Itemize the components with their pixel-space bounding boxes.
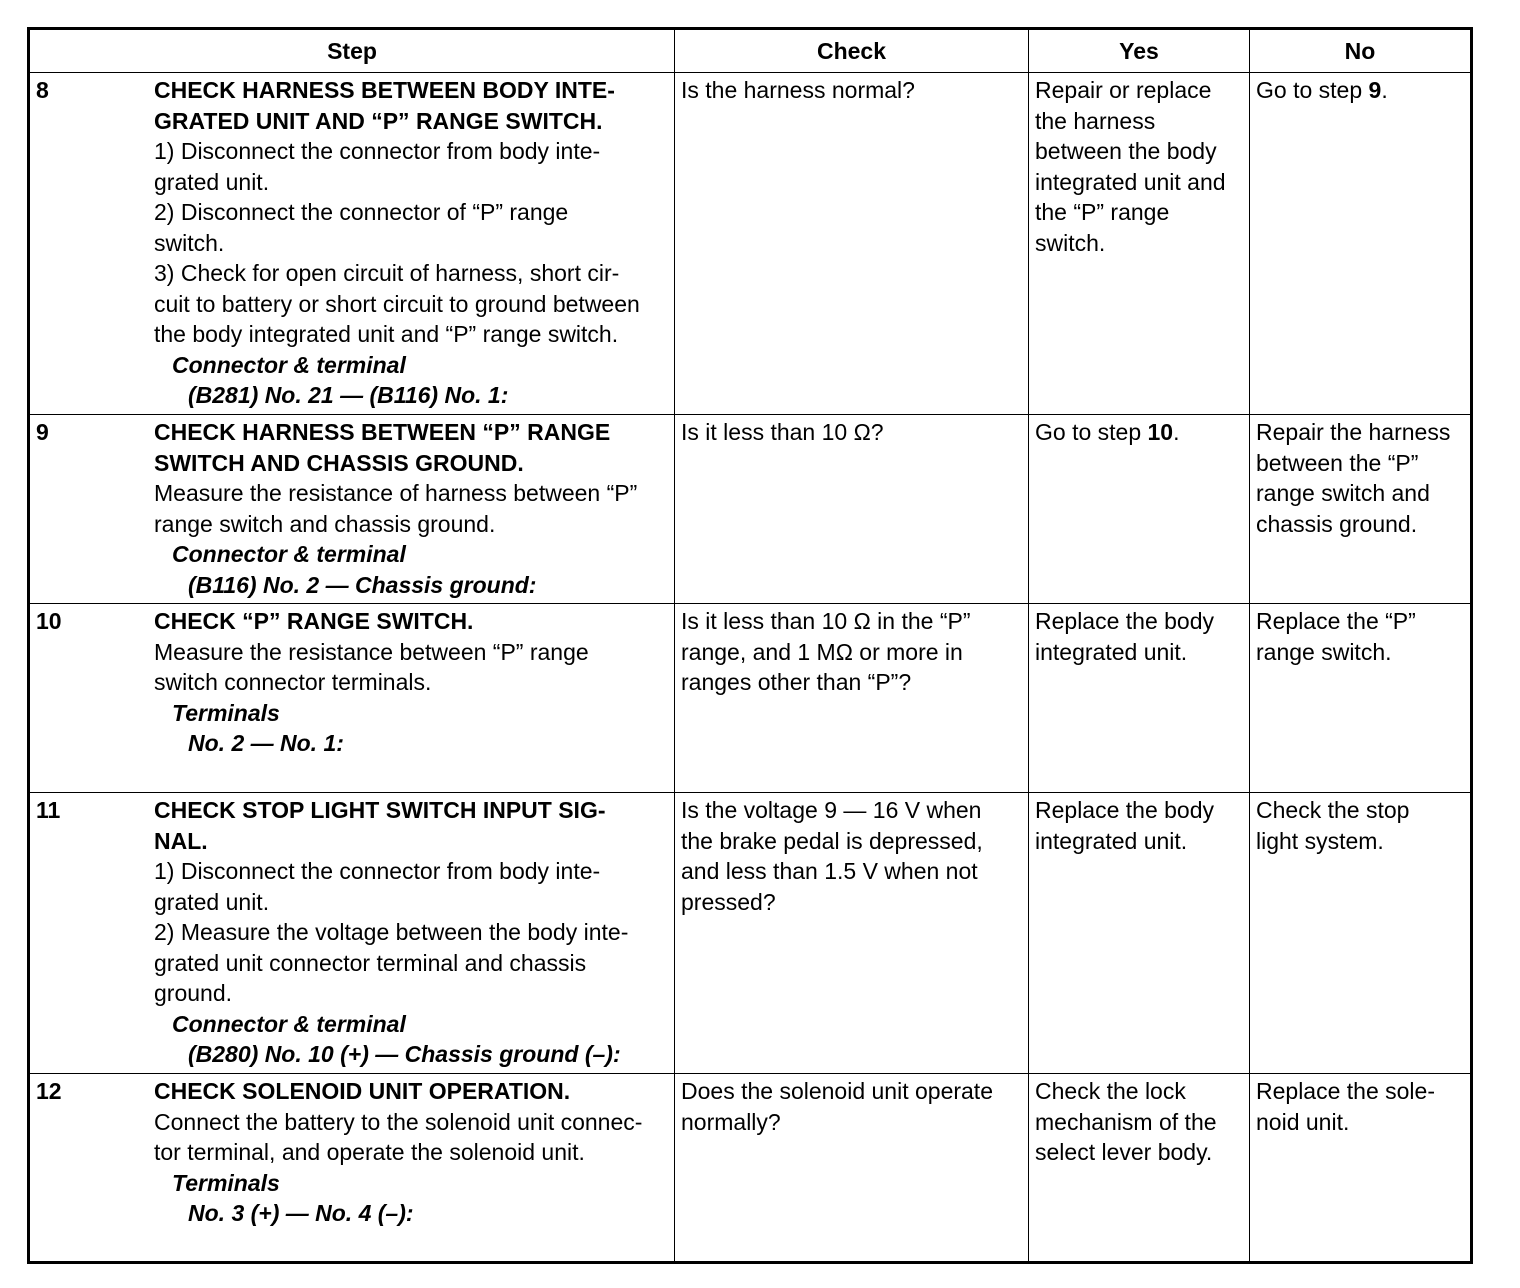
- check-text: Is the harness normal?: [681, 77, 915, 103]
- yes-cell: [1029, 73, 1250, 415]
- step-text: 3) Check for open circuit of harness, short cir-: [154, 260, 620, 286]
- step-text: 1) Disconnect the connector from body inte-: [154, 858, 601, 884]
- step-number: 9: [36, 419, 49, 445]
- check-text: and less than 1.5 V when not: [681, 858, 978, 884]
- no-text: Check the stop: [1256, 797, 1410, 823]
- step-text: the body integrated unit and “P” range switch.: [154, 321, 619, 347]
- yes-text: Replace the body: [1035, 608, 1215, 634]
- table-row: [29, 604, 1472, 793]
- check-text: Is it less than 10 Ω?: [681, 419, 884, 445]
- check-cell: [675, 793, 1029, 1074]
- check-text: Does the solenoid unit operate: [681, 1078, 993, 1104]
- step-number: 10: [36, 608, 62, 634]
- step-title: CHECK HARNESS BETWEEN BODY INTE-: [154, 77, 615, 103]
- terminals-label: Terminals: [172, 1169, 280, 1196]
- header-check: Check: [675, 29, 1029, 73]
- no-text: range switch.: [1256, 638, 1392, 665]
- step-cell: [29, 604, 675, 793]
- yes-text-suffix: .: [1173, 419, 1180, 445]
- no-text: light system.: [1256, 827, 1384, 854]
- no-text: range switch and: [1256, 480, 1430, 506]
- check-cell: [675, 73, 1029, 415]
- step-text: range switch and chassis ground.: [154, 510, 496, 537]
- table-row: [29, 73, 1472, 415]
- no-text-prefix: Go to step: [1256, 77, 1369, 103]
- table-row: [29, 1074, 1472, 1263]
- step-title: CHECK STOP LIGHT SWITCH INPUT SIG-: [154, 797, 606, 823]
- connector-value: (B116) No. 2 — Chassis ground:: [188, 571, 537, 598]
- table-row: [29, 415, 1472, 604]
- yes-text: switch.: [1035, 229, 1106, 256]
- yes-text: Replace the body: [1035, 797, 1215, 823]
- no-cell: [1250, 604, 1472, 793]
- check-cell: [675, 1074, 1029, 1263]
- check-text: Is it less than 10 Ω in the “P”: [681, 608, 971, 634]
- no-cell: [1250, 415, 1472, 604]
- yes-cell: [1029, 793, 1250, 1074]
- no-text-suffix: .: [1381, 77, 1388, 103]
- yes-cell: [1029, 415, 1250, 604]
- check-cell: [675, 604, 1029, 793]
- step-cell: [29, 1074, 675, 1263]
- step-text: Connect the battery to the solenoid unit connec-: [154, 1108, 643, 1135]
- step-reference: 10: [1147, 419, 1174, 445]
- step-text: cuit to battery or short circuit to ground between: [154, 290, 640, 317]
- check-text: pressed?: [681, 888, 776, 915]
- check-text: the brake pedal is depressed,: [681, 827, 983, 854]
- step-text: switch connector terminals.: [154, 669, 432, 695]
- step-title: SWITCH AND CHASSIS GROUND.: [154, 449, 524, 476]
- step-number: 8: [36, 77, 49, 103]
- yes-text: the “P” range: [1035, 199, 1170, 225]
- yes-text-prefix: Go to step: [1035, 419, 1148, 445]
- step-cell: [29, 415, 675, 604]
- no-cell: [1250, 1074, 1472, 1263]
- terminals-value: No. 2 — No. 1:: [188, 730, 344, 756]
- diagnostic-table: [27, 27, 1473, 1264]
- header-no: No: [1250, 29, 1472, 73]
- connector-label: Connector & terminal: [172, 541, 406, 567]
- no-text: [1250, 73, 1470, 106]
- yes-text: the harness: [1035, 107, 1156, 134]
- yes-text: Check the lock: [1035, 1078, 1186, 1104]
- yes-text: integrated unit.: [1035, 638, 1188, 665]
- connector-label: Connector & terminal: [172, 1010, 406, 1037]
- step-text: 2) Disconnect the connector of “P” range: [154, 199, 569, 225]
- check-cell: [675, 415, 1029, 604]
- check-text: normally?: [681, 1108, 781, 1135]
- header-step: Step: [29, 29, 675, 73]
- terminals-value: No. 3 (+) — No. 4 (–):: [188, 1200, 414, 1226]
- step-title: NAL.: [154, 827, 208, 854]
- step-text: 1) Disconnect the connector from body inte-: [154, 138, 601, 164]
- step-title: GRATED UNIT AND “P” RANGE SWITCH.: [154, 107, 603, 134]
- step-text: tor terminal, and operate the solenoid unit.: [154, 1139, 585, 1165]
- no-text: between the “P”: [1256, 449, 1419, 476]
- connector-value: (B281) No. 21 — (B116) No. 1:: [188, 382, 509, 408]
- check-text: ranges other than “P”?: [681, 669, 912, 695]
- no-cell: [1250, 793, 1472, 1074]
- step-title: CHECK “P” RANGE SWITCH.: [154, 608, 474, 634]
- no-text: chassis ground.: [1256, 510, 1418, 537]
- step-text: grated unit.: [154, 168, 270, 195]
- header-row: [29, 29, 1472, 73]
- yes-text: integrated unit and: [1035, 168, 1226, 195]
- yes-text: select lever body.: [1035, 1139, 1213, 1165]
- step-text: ground.: [154, 980, 233, 1006]
- step-text: grated unit connector terminal and chassis: [154, 949, 587, 976]
- step-text: switch.: [154, 229, 225, 256]
- step-number: 12: [36, 1078, 62, 1104]
- header-yes: Yes: [1029, 29, 1250, 73]
- no-text: Repair the harness: [1256, 419, 1451, 445]
- yes-text: mechanism of the: [1035, 1108, 1217, 1135]
- yes-text: integrated unit.: [1035, 827, 1188, 854]
- check-text: range, and 1 MΩ or more in: [681, 638, 963, 665]
- yes-text: [1029, 415, 1249, 448]
- step-text: Measure the resistance between “P” range: [154, 638, 589, 665]
- step-text: grated unit.: [154, 888, 270, 915]
- connector-label: Connector & terminal: [172, 351, 406, 378]
- yes-cell: [1029, 604, 1250, 793]
- yes-cell: [1029, 1074, 1250, 1263]
- step-cell: [29, 73, 675, 415]
- step-reference: 9: [1368, 77, 1382, 103]
- yes-text: Repair or replace: [1035, 77, 1212, 103]
- check-text: Is the voltage 9 — 16 V when: [681, 797, 982, 823]
- no-text: Replace the sole-: [1256, 1078, 1435, 1104]
- connector-value: (B280) No. 10 (+) — Chassis ground (–):: [188, 1041, 621, 1067]
- step-text: 2) Measure the voltage between the body inte-: [154, 919, 629, 945]
- terminals-label: Terminals: [172, 699, 280, 726]
- yes-text: between the body: [1035, 138, 1217, 164]
- step-text: Measure the resistance of harness between “P”: [154, 480, 638, 506]
- step-title: CHECK SOLENOID UNIT OPERATION.: [154, 1078, 571, 1104]
- table-row: [29, 793, 1472, 1074]
- no-text: Replace the “P”: [1256, 608, 1416, 634]
- no-cell: [1250, 73, 1472, 415]
- no-text: noid unit.: [1256, 1108, 1350, 1135]
- step-number: 11: [36, 797, 61, 823]
- step-cell: [29, 793, 675, 1074]
- step-title: CHECK HARNESS BETWEEN “P” RANGE: [154, 419, 611, 445]
